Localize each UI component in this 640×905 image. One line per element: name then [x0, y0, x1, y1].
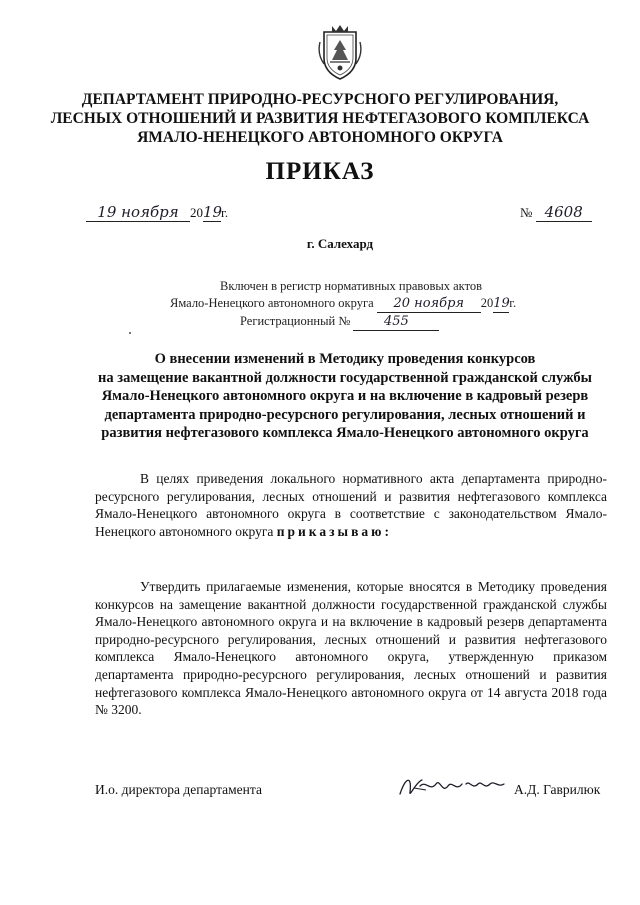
city: г. Салехард	[306, 236, 374, 251]
order-date-year-suffix: 19	[203, 203, 223, 221]
preamble-text: В целях приведения локального нормативного акта департамента природно-ресурсного регулирования, лесных отношений и развития нефтегазового комплекса Ямало-Ненецкого автономного округа в соответствие с законодательством Ямало-Ненецкого автономного округа	[95, 471, 607, 539]
order-date-year-prefix: 20	[190, 205, 203, 220]
order-date-year-unit: г.	[221, 205, 229, 220]
order-number	[520, 203, 592, 222]
body-paragraph: Утвердить прилагаемые изменения, которые вносятся в Методику проведения конкурсов на замещение вакантной должности государственной гражданской службы Ямало-Ненецкого автономного округа и на включение в кадровый резерв департамента природно-ресурсного регулирования, лесных отношений и развития нефтегазового комплекса Ямало-Ненецкого автономного округа, утвержденную приказом департамента природно-ресурсного регулирования, лесных отношений и развития нефтегазового комплекса Ямало-Ненецкого автономного округа от 14 августа 2018 года № 3200.	[95, 579, 607, 718]
registry-year-prefix: 20	[480, 296, 494, 310]
preamble-verb: приказываю:	[276, 523, 392, 539]
registry-date: 20 ноября	[377, 295, 481, 313]
department-name	[0, 90, 640, 147]
registry-line-1: Включен в регистр нормативных правовых актов	[220, 279, 483, 293]
registry-stamp	[160, 278, 580, 331]
coat-of-arms-icon	[318, 22, 362, 82]
registry-year-unit: г.	[509, 296, 517, 310]
department-line-2: ЛЕСНЫХ ОТНОШЕНИЙ И РАЗВИТИЯ НЕФТЕГАЗОВОГО КОМПЛЕКСА	[50, 110, 590, 127]
order-number-value: 4608	[536, 203, 592, 222]
signer-role: И.о. директора департамента	[95, 782, 262, 797]
preamble-paragraph	[95, 470, 607, 540]
document-title	[80, 350, 610, 443]
signature-icon	[396, 772, 508, 800]
registry-line-2	[160, 295, 580, 313]
department-line-1: ДЕПАРТАМЕНТ ПРИРОДНО-РЕСУРСНОГО РЕГУЛИРОВАНИЯ,	[81, 91, 559, 108]
title-line-5: развития нефтегазового комплекса Ямало-Ненецкого автономного округа	[101, 425, 589, 441]
department-line-3: ЯМАЛО-НЕНЕЦКОГО АВТОНОМНОГО ОКРУГА	[137, 129, 503, 146]
order-number-label: №	[520, 205, 533, 220]
registry-year-suffix: 19	[493, 296, 510, 311]
title-line-2: на замещение вакантной должности государственной гражданской службы	[98, 369, 592, 386]
document-type: ПРИКАЗ	[265, 158, 375, 185]
registry-number-value: 455	[353, 313, 439, 331]
signer-name: А.Д. Гаврилюк	[514, 782, 601, 797]
order-date	[86, 203, 228, 222]
registry-number-label: Регистрационный №	[240, 314, 351, 328]
title-line-1: О внесении изменений в Методику проведения конкурсов	[154, 351, 536, 367]
order-date-day-month: 19 ноября	[86, 203, 190, 222]
title-line-4: департамента природно-ресурсного регулирования, лесных отношений и	[104, 406, 586, 423]
registry-prefix: Ямало-Ненецкого автономного округа	[170, 296, 374, 310]
title-line-3: Ямало-Ненецкого автономного округа и на включение в кадровый резерв	[101, 388, 589, 404]
registry-line-3	[160, 313, 580, 331]
scan-speck	[129, 332, 131, 334]
